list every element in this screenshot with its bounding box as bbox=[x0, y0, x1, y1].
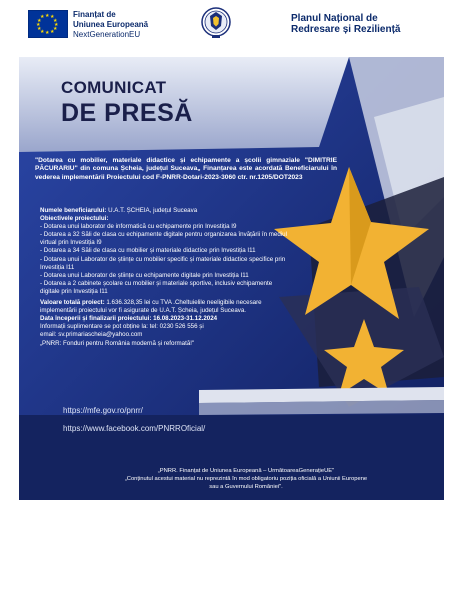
pnrr-facebook-link[interactable]: https://www.facebook.com/PNRROficial/ bbox=[63, 424, 206, 433]
objective-item: - Dotarea a 2 cabinete școlare cu mobilier și materiale sportive, inclusiv echipamente digitale prin Investiția I11 bbox=[40, 279, 273, 295]
contact-email-line: email: sv.primariascheia@yahoo.com bbox=[40, 331, 143, 339]
eu-flag-icon: ★ ★ ★ ★ ★ ★ ★ ★ ★ ★ ★ ★ bbox=[28, 10, 68, 38]
logo-header bbox=[0, 6, 464, 50]
romanian-government-seal-icon bbox=[201, 6, 231, 42]
poster-disclaimer bbox=[121, 467, 371, 491]
beneficiary-value: U.A.T. ȘCHEIA, județul Suceava bbox=[106, 207, 198, 214]
eu-logo-line3: NextGenerationEU bbox=[73, 30, 141, 39]
project-dates-line bbox=[40, 315, 290, 323]
pnrr-website-link[interactable]: https://mfe.gov.ro/pnrr/ bbox=[63, 406, 143, 415]
project-headline: "Dotarea cu mobilier, materiale didactice și echipamente a școlii gimnaziale "DIMITRIE PĂCURARIU" din comuna Șcheia, județul Suceava„ Finanțarea este acordată Beneficiarului în vederea implementării Proiectului cod F-PNRR-Dotari-2023-3060 ctr. nr.1205/DOT2023 bbox=[35, 157, 337, 181]
eu-logo-line2: Uniunea Europeană bbox=[73, 20, 149, 29]
beneficiary-label: Numele beneficiarului: bbox=[40, 207, 107, 214]
objective-item: - Dotarea unui laborator de informatică cu echipamente prin Investiția I9 bbox=[40, 223, 237, 231]
disclaimer-line1: „PNRR. Finanțat de Uniunea Europeană – UrmătoareaGenerațieUE" bbox=[157, 468, 335, 474]
press-release-poster bbox=[19, 57, 444, 500]
contact-info-line: Informații suplimentare se pot obține la: tel: 0230 526 556 și bbox=[40, 323, 204, 331]
eu-funding-logo bbox=[28, 10, 148, 40]
project-value-label: Valoare totală proiect: bbox=[40, 299, 105, 307]
disclaimer-line2: „Conținutul acestui material nu reprezintă în mod obligatoriu poziția oficială a Uniunii Europene sau a Guvernului României". bbox=[124, 476, 368, 490]
project-value-line bbox=[40, 299, 290, 315]
objective-item: - Dotarea unui Laborator de științe cu mobilier specific și materiale didactice specifice prin Investiția I11 bbox=[40, 255, 286, 271]
objective-item: - Dotarea a 34 Săli de clasa cu mobilier și materiale didactice prin Investiția I11 bbox=[40, 247, 256, 255]
pnrr-logo-line2: Redresare și Reziliență bbox=[291, 24, 401, 35]
pnrr-logo bbox=[287, 13, 401, 35]
pnrr-slogan: „PNRR: Fonduri pentru România modernă și reformată!" bbox=[40, 339, 195, 347]
project-dates-value: 16.08.2023-31.12.2024 bbox=[151, 315, 218, 323]
objective-item: - Dotarea unui Laborator de științe cu echipamente digitale prin Investiția I11 bbox=[40, 271, 249, 279]
objective-item: - Dotarea a 32 Săli de clasa cu echipamente digitale pentru organizarea învățării în mediul virtual prin Investiția I9 bbox=[40, 231, 287, 247]
beneficiary-line bbox=[40, 207, 290, 215]
objectives-label: Obiectivele proiectului: bbox=[40, 215, 109, 223]
project-details bbox=[40, 207, 290, 348]
pnrr-logo-line1: Planul Național de bbox=[291, 13, 378, 24]
poster-title-line2: DE PRESĂ bbox=[61, 99, 193, 127]
project-value-text: 1.636.328,35 lei cu TVA .Cheltuielile neeligibile necesare implementării proiectului vor fi asigurate de U.A.T. Șcheia, județul Suceava. bbox=[40, 299, 262, 315]
project-dates-label: Data începerii și finalizarii proiectului: bbox=[40, 315, 152, 323]
eu-logo-line1: Finanțat de bbox=[73, 10, 116, 19]
poster-title-line1: COMUNICAT bbox=[61, 78, 167, 97]
